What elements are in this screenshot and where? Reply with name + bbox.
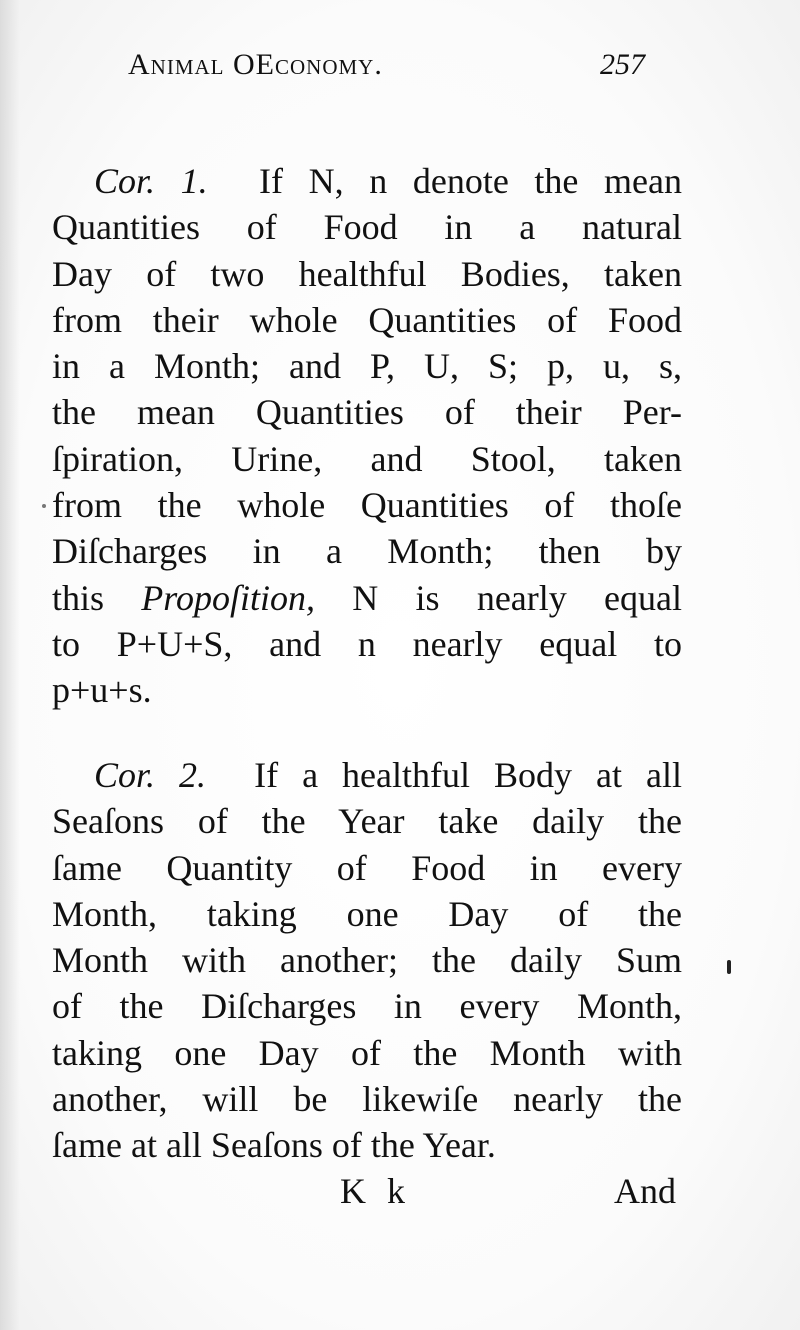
para-line	[52, 575, 682, 621]
para-line: of the Diſcharges in every Month,	[52, 986, 682, 1027]
line-text: If a healthful Body at all	[254, 755, 683, 795]
para-line: ſame at all Seaſons of the Year.	[52, 1125, 496, 1166]
corollary-label: Cor. 2.	[94, 755, 207, 795]
corollary-1	[52, 158, 682, 714]
para-line: p+u+s.	[52, 670, 152, 711]
line-text: N is nearly equal	[314, 577, 682, 618]
page-footer	[0, 1166, 800, 1216]
para-line: Quantities of Food in a natural	[52, 207, 682, 248]
catchword: And	[614, 1171, 676, 1211]
line-text: this	[52, 577, 142, 618]
para-line: Month with another; the daily Sum	[52, 940, 682, 981]
para-line: Seaſons of the Year take daily the	[52, 801, 682, 842]
para-line	[52, 158, 682, 204]
para-line: from the whole Quantities of thoſe	[52, 485, 682, 526]
page-header	[0, 44, 800, 94]
para-line: ſame Quantity of Food in every	[52, 847, 682, 888]
corollary-2	[52, 752, 682, 1169]
running-title: Animal OEconomy.	[128, 48, 383, 81]
para-line: from their whole Quantities of Food	[52, 299, 682, 340]
para-line: the mean Quantities of their Per-	[52, 392, 682, 433]
para-line	[52, 752, 682, 798]
para-line: Day of two healthful Bodies, taken	[52, 253, 682, 294]
para-line: to P+U+S, and n nearly equal to	[52, 623, 682, 664]
signature-mark: K k	[340, 1171, 405, 1211]
gutter-shadow	[0, 0, 20, 1330]
italic-term: Propoſition,	[141, 577, 315, 618]
corollary-label: Cor. 1.	[94, 161, 208, 201]
margin-mark	[727, 960, 731, 974]
page-number: 257	[600, 48, 645, 81]
para-line: Month, taking one Day of the	[52, 893, 682, 934]
para-line: Diſcharges in a Month; then by	[52, 531, 682, 572]
margin-speck	[42, 504, 46, 508]
para-line: taking one Day of the Month with	[52, 1032, 682, 1073]
line-text: If N, n denote the mean	[258, 161, 683, 201]
para-line: another, will be likewiſe nearly the	[52, 1079, 682, 1120]
para-line: in a Month; and P, U, S; p, u, s,	[52, 346, 682, 387]
para-line: ſpiration, Urine, and Stool, taken	[52, 438, 682, 479]
